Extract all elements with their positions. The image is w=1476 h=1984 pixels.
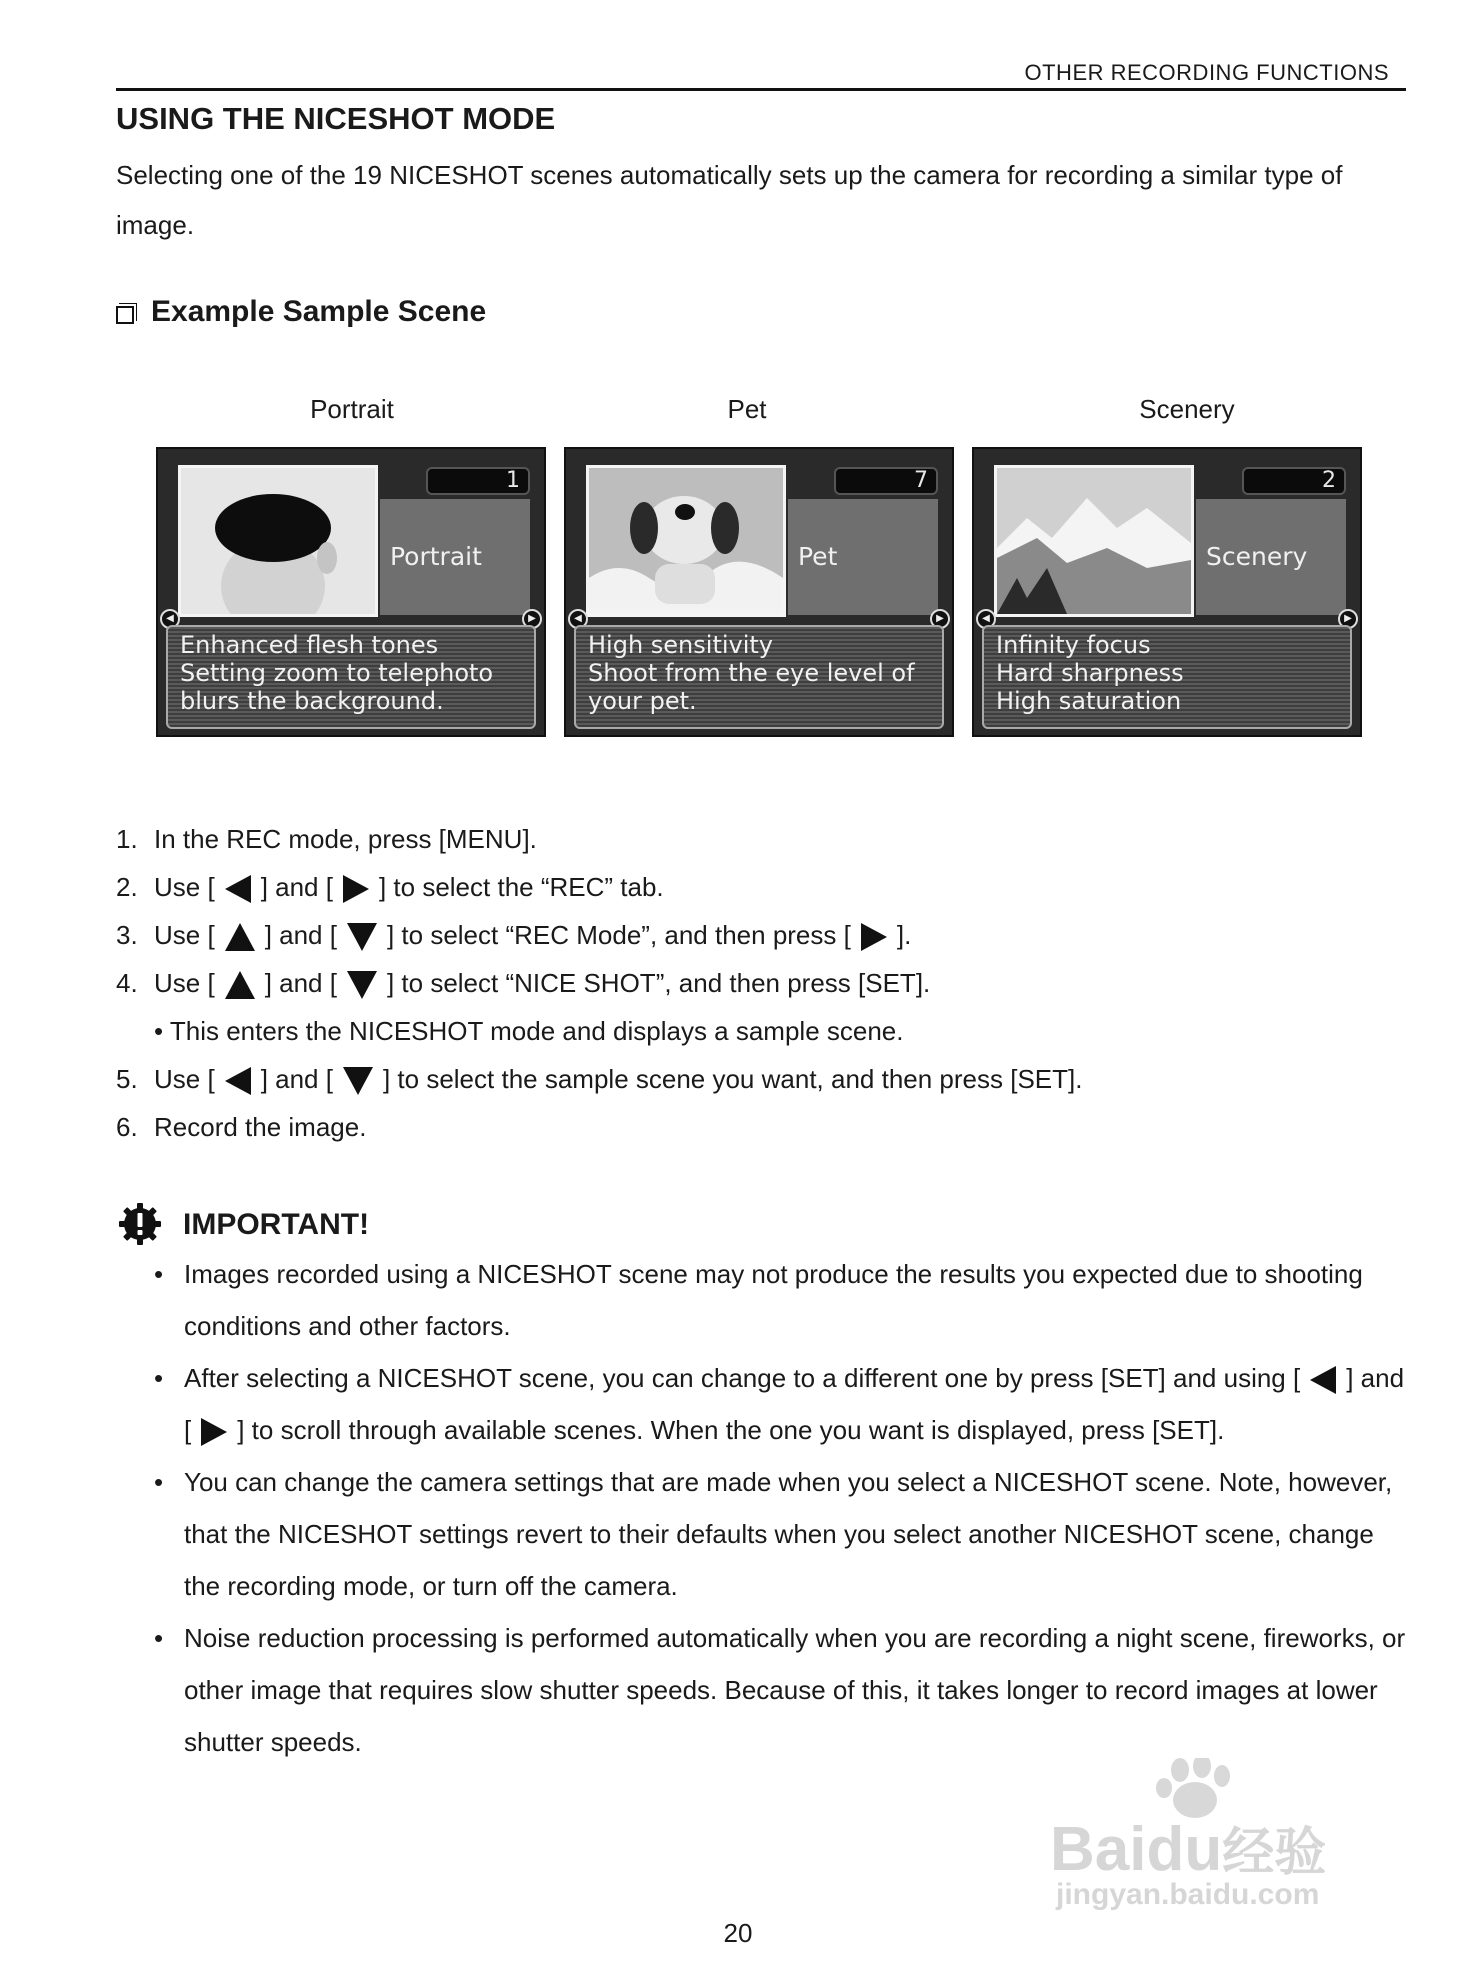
nav-left-icon: ◀ xyxy=(160,609,180,629)
page-title: USING THE NICESHOT MODE xyxy=(116,101,556,136)
important-title: IMPORTANT! xyxy=(183,1208,370,1241)
nav-left-icon: ◀ xyxy=(976,609,996,629)
step-text: ]. xyxy=(896,920,912,950)
important-list xyxy=(150,1248,1410,1768)
step-text: ] and [ xyxy=(264,920,337,950)
left-arrow-icon xyxy=(225,1067,251,1095)
step-6 xyxy=(116,1112,366,1143)
section-header: OTHER RECORDING FUNCTIONS xyxy=(1024,60,1389,85)
important-text: Images recorded using a NICESHOT scene may not produce the results you expected due to shooting conditions and other factors. xyxy=(184,1259,1363,1341)
right-arrow-icon xyxy=(343,875,369,903)
warning-gear-icon xyxy=(118,1202,162,1246)
left-arrow-icon xyxy=(1310,1366,1336,1394)
important-text: [ xyxy=(1293,1363,1301,1393)
important-text: Noise reduction processing is performed automatically when you are recording a night scene, fireworks, or other image that requires slow shutter speeds. Because of this, it takes longer to record images at lower shutter speeds. xyxy=(184,1623,1406,1757)
scene-name: Scenery xyxy=(1196,499,1346,615)
scene-number: 2 xyxy=(1242,467,1346,495)
caption-portrait: Portrait xyxy=(310,394,394,424)
down-arrow-icon xyxy=(347,971,377,999)
intro-paragraph: Selecting one of the 19 NICESHOT scenes automatically sets up the camera for recording a similar type of image. xyxy=(116,160,1343,240)
bullet: • xyxy=(154,1363,164,1393)
step-4-note: • This enters the NICESHOT mode and displays a sample scene. xyxy=(154,1016,904,1046)
important-text: ] and [ xyxy=(184,1363,1405,1445)
step-text: Use [ xyxy=(154,872,215,902)
watermark-brand: Baidu经验 xyxy=(1050,1815,1327,1884)
nav-left-icon: ◀ xyxy=(568,609,588,629)
right-arrow-icon xyxy=(861,923,887,951)
important-item xyxy=(150,1612,1410,1768)
step-text: Record the image. xyxy=(154,1112,367,1142)
page-number: 20 xyxy=(723,1918,753,1948)
step-text: In the REC mode, press [MENU]. xyxy=(154,824,537,854)
step-5 xyxy=(116,1064,1082,1095)
step-number: 1. xyxy=(116,824,138,854)
up-arrow-icon xyxy=(225,971,255,999)
left-arrow-icon xyxy=(225,875,251,903)
scene-screen-scenery xyxy=(972,447,1362,737)
step-text: ] to select “REC Mode”, and then press [ xyxy=(386,920,851,950)
scene-number: 1 xyxy=(426,467,530,495)
step-text: ] to select the sample scene you want, and then press [SET]. xyxy=(382,1064,1083,1094)
header-rule xyxy=(116,88,1406,91)
checkbox-bullet-icon xyxy=(116,306,134,324)
right-arrow-icon xyxy=(201,1418,227,1446)
bullet: • xyxy=(154,1623,164,1653)
important-text: After selecting a NICESHOT scene, you can change to a different one by press [SET] and using xyxy=(184,1363,1286,1393)
step-number: 3. xyxy=(116,920,138,950)
important-text: ] to scroll through available scenes. When the one you want is displayed, press [SET]. xyxy=(237,1415,1225,1445)
watermark-url: jingyan.baidu.com xyxy=(1056,1878,1320,1911)
portrait-thumbnail xyxy=(178,465,378,617)
bullet: • xyxy=(154,1467,164,1497)
step-4 xyxy=(116,968,930,999)
scene-screen-portrait xyxy=(156,447,546,737)
step-number: 6. xyxy=(116,1112,138,1142)
caption-scenery: Scenery xyxy=(1139,394,1235,424)
step-number: 4. xyxy=(116,968,138,998)
scene-name: Pet xyxy=(788,499,938,615)
up-arrow-icon xyxy=(225,923,255,951)
step-text: ] to select the “REC” tab. xyxy=(378,872,664,902)
scene-description: Infinity focus Hard sharpness High saturation xyxy=(982,625,1352,729)
step-text: Use [ xyxy=(154,1064,215,1094)
down-arrow-icon xyxy=(343,1067,373,1095)
step-text: ] and [ xyxy=(260,1064,333,1094)
important-text: You can change the camera settings that are made when you select a NICESHOT scene. Note, however, that the NICESHOT settings revert to their defaults when you select another NICESHOT scene, change the recording mode, or turn off the camera. xyxy=(184,1467,1393,1601)
scene-description: High sensitivity Shoot from the eye level of your pet. xyxy=(574,625,944,729)
important-item xyxy=(150,1352,1410,1456)
step-text: Use [ xyxy=(154,920,215,950)
nav-right-icon: ▶ xyxy=(1338,609,1358,629)
step-text: ] and [ xyxy=(264,968,337,998)
caption-pet: Pet xyxy=(727,394,767,424)
step-3 xyxy=(116,920,911,951)
important-item xyxy=(150,1248,1410,1352)
scenery-thumbnail xyxy=(994,465,1194,617)
scene-name: Portrait xyxy=(380,499,530,615)
bullet: • xyxy=(154,1259,164,1289)
step-text: ] and [ xyxy=(260,872,333,902)
step-1 xyxy=(116,824,537,855)
step-text: ] to select “NICE SHOT”, and then press [SET]. xyxy=(386,968,931,998)
step-text: Use [ xyxy=(154,968,215,998)
nav-right-icon: ▶ xyxy=(930,609,950,629)
down-arrow-icon xyxy=(347,923,377,951)
step-number: 2. xyxy=(116,872,138,902)
nav-right-icon: ▶ xyxy=(522,609,542,629)
scene-screen-pet xyxy=(564,447,954,737)
subheading: Example Sample Scene xyxy=(151,295,487,328)
important-item xyxy=(150,1456,1410,1612)
pet-thumbnail xyxy=(586,465,786,617)
scene-number: 7 xyxy=(834,467,938,495)
scene-description: Enhanced flesh tones Setting zoom to telephoto blurs the background. xyxy=(166,625,536,729)
step-number: 5. xyxy=(116,1064,138,1094)
step-2 xyxy=(116,872,664,903)
